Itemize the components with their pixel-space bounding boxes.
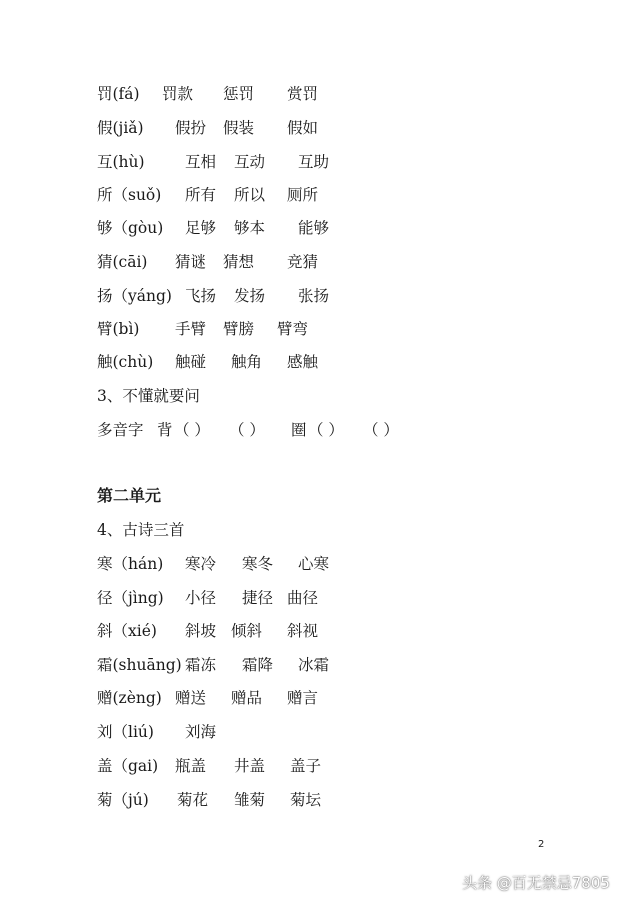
vocab-char: 够（gòu): [97, 219, 164, 237]
vocab-char: 菊（jú): [97, 791, 149, 809]
unit-title: 第二单元: [97, 486, 162, 505]
vocab-word: 刘海: [185, 723, 217, 741]
vocab-word: 臂弯: [277, 320, 309, 338]
vocab-word: 心寒: [298, 555, 330, 573]
vocab-word: 能够: [298, 219, 330, 237]
vocab-word: 手臂: [175, 320, 207, 338]
vocab-char: 斜（xié): [97, 622, 157, 640]
answer-blank: （ ）: [308, 421, 344, 439]
lesson-3-title: 3、不懂就要问: [97, 387, 200, 405]
vocab-word: 假装: [223, 119, 255, 137]
vocab-word: 盖子: [290, 757, 322, 775]
vocab-word: 冰霜: [298, 656, 330, 674]
vocab-word: 猜谜: [175, 253, 207, 271]
polyphone-label: 多音字: [97, 421, 144, 439]
vocab-word: 寒冬: [242, 555, 274, 573]
lesson-4-title: 4、古诗三首: [97, 521, 185, 539]
vocab-word: 井盖: [234, 757, 266, 775]
vocab-char: 盖（gai): [97, 757, 159, 775]
vocab-word: 够本: [234, 219, 266, 237]
vocab-word: 菊坛: [290, 791, 322, 809]
vocab-word: 斜视: [287, 622, 319, 640]
vocab-word: 斜坡: [185, 622, 217, 640]
polyphone-char: 圈: [291, 421, 307, 439]
vocab-char: 刘（liú): [97, 723, 154, 741]
vocab-word: 感触: [287, 353, 319, 371]
vocab-word: 所以: [234, 186, 266, 204]
vocab-word: 寒冷: [185, 555, 217, 573]
vocab-word: 假扮: [175, 119, 207, 137]
vocab-word: 张扬: [298, 287, 330, 305]
watermark: 头条 @百无禁忌7805: [462, 874, 610, 892]
vocab-char: 互(hù): [97, 153, 145, 171]
polyphone-char: 背: [157, 421, 173, 439]
vocab-word: 足够: [185, 219, 217, 237]
vocab-char: 寒（hán): [97, 555, 164, 573]
vocab-char: 赠(zèng): [97, 689, 162, 707]
vocab-word: 菊花: [177, 791, 209, 809]
vocab-word: 触角: [231, 353, 263, 371]
answer-blank: （ ）: [363, 421, 399, 439]
vocab-word: 雏菊: [234, 791, 266, 809]
vocab-word: 发扬: [234, 287, 266, 305]
vocab-word: 臂膀: [223, 320, 255, 338]
page-number: 2: [538, 839, 545, 850]
vocab-char: 触(chù): [97, 353, 154, 371]
vocab-word: 惩罚: [223, 85, 255, 103]
vocab-char: 罚(fá): [97, 85, 140, 103]
vocab-word: 罚款: [162, 85, 194, 103]
vocab-char: 扬（yáng): [97, 287, 172, 305]
vocab-word: 霜冻: [185, 656, 217, 674]
vocab-word: 小径: [185, 589, 217, 607]
answer-blank: （ ）: [174, 421, 210, 439]
vocab-word: 曲径: [287, 589, 319, 607]
answer-blank: （ ）: [229, 421, 265, 439]
vocab-char: 臂(bì): [97, 320, 140, 338]
vocab-char: 所（suǒ): [97, 186, 162, 204]
vocab-char: 径（jìng): [97, 589, 164, 607]
vocab-word: 赠言: [287, 689, 319, 707]
vocab-word: 倾斜: [231, 622, 263, 640]
vocab-word: 厕所: [287, 186, 319, 204]
vocab-word: 赏罚: [287, 85, 319, 103]
vocab-char: 猜(cāi): [97, 253, 148, 271]
vocab-word: 猜想: [223, 253, 255, 271]
vocab-char: 霜(shuāng): [97, 656, 182, 674]
vocab-word: 赠送: [175, 689, 207, 707]
vocab-word: 瓶盖: [175, 757, 207, 775]
vocab-word: 互助: [298, 153, 330, 171]
vocab-word: 触碰: [175, 353, 207, 371]
vocab-word: 竞猜: [287, 253, 319, 271]
vocab-word: 假如: [287, 119, 319, 137]
vocab-char: 假(jiǎ): [97, 119, 144, 137]
vocab-word: 捷径: [242, 589, 274, 607]
vocab-word: 互相: [185, 153, 217, 171]
vocab-word: 赠品: [231, 689, 263, 707]
vocab-word: 飞扬: [185, 287, 217, 305]
vocab-word: 所有: [185, 186, 217, 204]
vocab-word: 霜降: [242, 656, 274, 674]
vocab-word: 互动: [234, 153, 266, 171]
